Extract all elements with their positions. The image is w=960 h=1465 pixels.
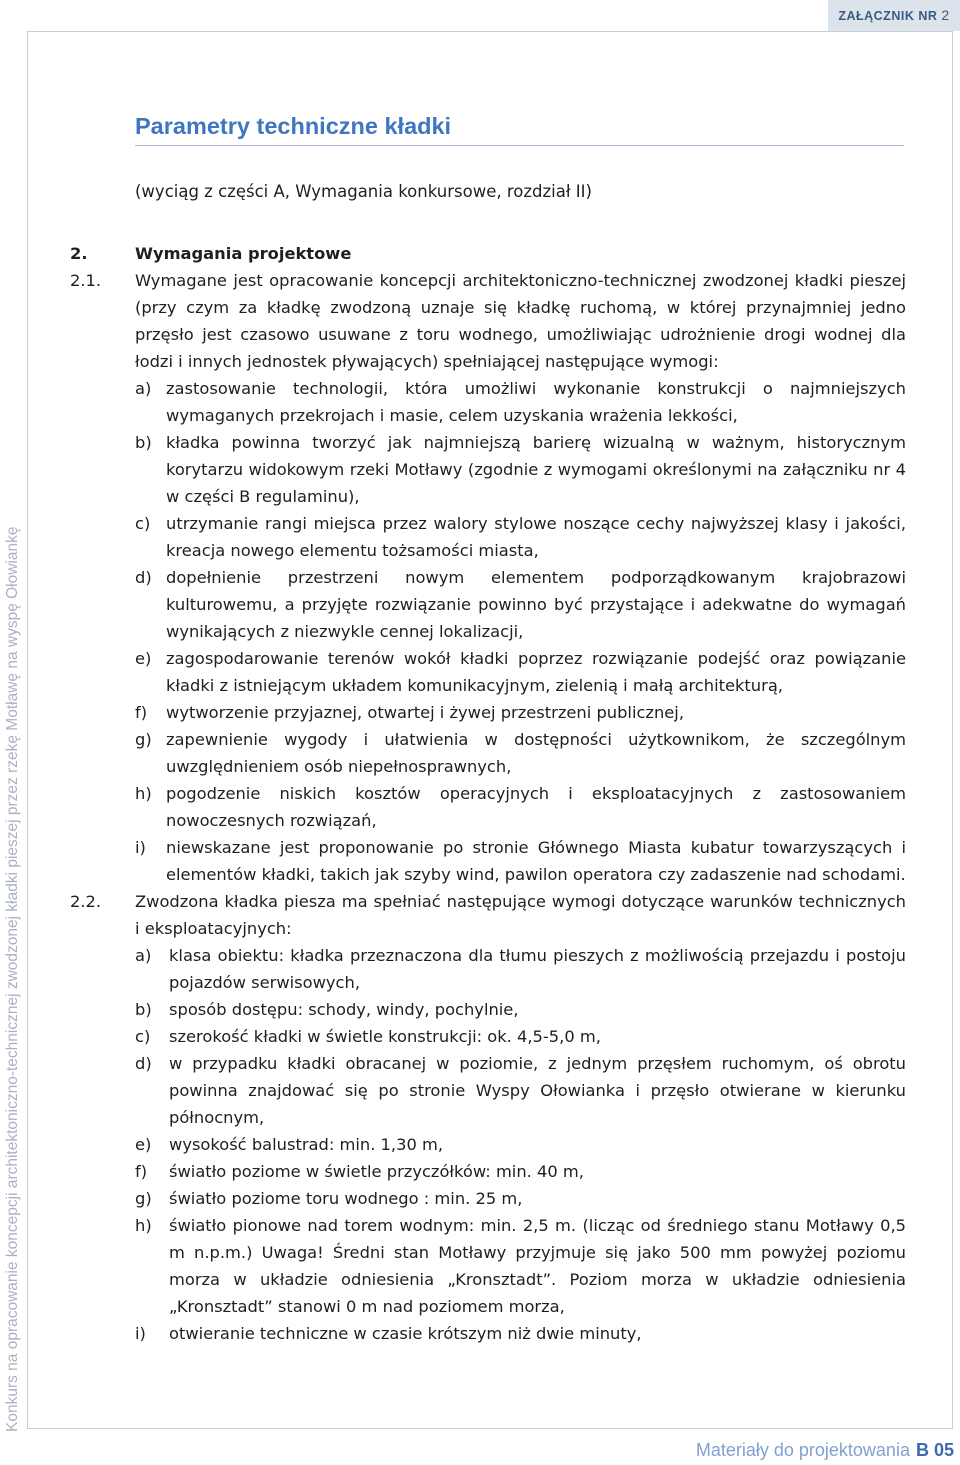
- list-item-text: w przypadku kładki obracanej w poziomie, z jednym przęsłem ruchomym, oś obrotu powinna znajdować się po stronie Wyspy Ołowianka i przęsło otwierane w kierunku północnym,: [169, 1054, 906, 1127]
- sidebar-competition-title: Konkurs na opracowanie koncepcji architektoniczno-technicznej zwodzonej kładki pieszej przez rzekę Motławę na wyspę Ołowiankę: [4, 526, 21, 1432]
- list-item-marker: h): [135, 784, 152, 803]
- list-item-text: światło poziome w świetle przyczółków: min. 40 m,: [169, 1162, 584, 1181]
- attachment-badge-label: ZAŁĄCZNIK NR: [838, 9, 938, 23]
- list-item-text: wytworzenie przyjaznej, otwartej i żywej przestrzeni publicznej,: [166, 703, 685, 722]
- list-item-text: klasa obiektu: kładka przeznaczona dla tłumu pieszych z możliwością przejazdu i postoju pojazdów serwisowych,: [169, 946, 906, 992]
- list-item: [135, 1158, 906, 1185]
- list-item-marker: i): [135, 838, 146, 857]
- list-item-text: wysokość balustrad: min. 1,30 m,: [169, 1135, 444, 1154]
- subsection-number: 2.1.: [70, 271, 102, 290]
- subsection-intro: Zwodzona kładka piesza ma spełniać następujące wymogi dotyczące warunków technicznych i eksploatacyjnych:: [135, 892, 906, 938]
- list-item-marker: f): [135, 703, 148, 722]
- document-content: [70, 240, 906, 1347]
- list-item-text: zapewnienie wygody i ułatwienia w dostępności użytkownikom, że szczególnym uwzględnieniem osób niepełnosprawnych,: [166, 730, 906, 776]
- list-item-marker: g): [135, 730, 152, 749]
- page-footer: [696, 1440, 954, 1461]
- list-item: [135, 1131, 906, 1158]
- list-item: [135, 996, 906, 1023]
- subsection-2-1: [70, 267, 906, 375]
- list-item-marker: e): [135, 649, 152, 668]
- list-item-text: zagospodarowanie terenów wokół kładki poprzez rozwiązanie podejść oraz powiązanie kładki z istniejącym układem komunikacyjnym, zielenią i małą architekturą,: [166, 649, 906, 695]
- list-item: [135, 834, 906, 888]
- list-item-text: zastosowanie technologii, która umożliwi wykonanie konstrukcji o najmniejszych wymaganych przekrojach i masie, celem uzyskania wrażenia lekkości,: [166, 379, 906, 425]
- list-item-text: pogodzenie niskich kosztów operacyjnych i eksploatacyjnych z zastosowaniem nowoczesnych rozwiązań,: [166, 784, 906, 830]
- list-item-marker: g): [135, 1189, 152, 1208]
- attachment-badge: [828, 0, 960, 31]
- list-item-marker: d): [135, 1054, 152, 1073]
- list-item-marker: a): [135, 946, 152, 965]
- list-item: [135, 726, 906, 780]
- list-item-text: szerokość kładki w świetle konstrukcji: ok. 4,5-5,0 m,: [169, 1027, 601, 1046]
- list-item-text: kładka powinna tworzyć jak najmniejszą barierę wizualną w ważnym, historycznym korytarzu widokowym rzeki Motławy (zgodnie z wymogami określonymi na załączniku nr 4 w części B regulaminu),: [166, 433, 906, 506]
- list-item: [135, 1320, 906, 1347]
- page-title: Parametry techniczne kładki: [135, 113, 904, 146]
- list-item-text: niewskazane jest proponowanie po stronie Głównego Miasta kubatur towarzyszących i elementów kładki, takich jak szyby wind, pawilon operatora czy zadaszenie nad schodami.: [166, 838, 906, 884]
- list-item-marker: b): [135, 1000, 152, 1019]
- list-item-marker: d): [135, 568, 152, 587]
- list-item-marker: c): [135, 514, 151, 533]
- section-title: Wymagania projektowe: [135, 244, 352, 263]
- list-item-marker: c): [135, 1027, 151, 1046]
- subsection-number: 2.2.: [70, 892, 102, 911]
- section-2-heading: [70, 240, 906, 267]
- list-item-marker: a): [135, 379, 152, 398]
- list-item-text: sposób dostępu: schody, windy, pochylnie,: [169, 1000, 519, 1019]
- excerpt-note: (wyciąg z części A, Wymagania konkursowe, rozdział II): [135, 182, 592, 201]
- list-item: [135, 1212, 906, 1320]
- list-item-text: utrzymanie rangi miejsca przez walory stylowe noszące cechy najwyższej klasy i jakości, kreacja nowego elementu tożsamości miasta,: [166, 514, 906, 560]
- list-item: [135, 942, 906, 996]
- list-item-text: światło poziome toru wodnego : min. 25 m,: [169, 1189, 523, 1208]
- list-item-text: dopełnienie przestrzeni nowym elementem podporządkowanym krajobrazowi kulturowemu, a przyjęte rozwiązanie powinno być przystające i adekwatne do wymagań wynikających z niezwykle cennej lokalizacji,: [166, 568, 906, 641]
- footer-label: Materiały do projektowania: [695, 1440, 910, 1460]
- list-item-marker: f): [135, 1162, 148, 1181]
- list-item-marker: e): [135, 1135, 152, 1154]
- subsection-intro: Wymagane jest opracowanie koncepcji architektoniczno-technicznej zwodzonej kładki pieszej (przy czym za kładkę zwodzoną uznaje się kładkę ruchomą, w której przynajmniej jedno przęsło jest czasowo usuwane z toru wodnego, umożliwiając udrożnienie drogi wodnej dla łodzi i innych jednostek pływających) spełniającej następujące wymogi:: [135, 271, 906, 371]
- list-item: [135, 1185, 906, 1212]
- list-item: [135, 780, 906, 834]
- list-item: [135, 510, 906, 564]
- list-item-marker: b): [135, 433, 152, 452]
- list-item: [135, 699, 906, 726]
- list-item: [135, 564, 906, 645]
- list-item: [135, 375, 906, 429]
- page-number: B 05: [915, 1440, 954, 1460]
- list-item: [135, 429, 906, 510]
- requirements-list: [70, 375, 906, 888]
- list-item-marker: i): [135, 1324, 146, 1343]
- list-item-marker: h): [135, 1216, 152, 1235]
- list-item: [135, 645, 906, 699]
- list-item-text: światło pionowe nad torem wodnym: min. 2,5 m. (licząc od średniego stanu Motławy 0,5 m n.p.m.) Uwaga! Średni stan Motławy przyjmuje się jako 500 mm powyżej poziomu morza w układzie odniesienia „Kronsztadt”. Poziom morza w układzie odniesienia „Kronsztadt” stanowi 0 m nad poziomem morza,: [169, 1216, 906, 1316]
- attachment-badge-number: 2: [941, 7, 950, 23]
- technical-conditions-list: [70, 942, 906, 1347]
- subsection-2-2: [70, 888, 906, 942]
- section-number: 2.: [70, 244, 88, 263]
- list-item-text: otwieranie techniczne w czasie krótszym niż dwie minuty,: [169, 1324, 642, 1343]
- list-item: [135, 1050, 906, 1131]
- list-item: [135, 1023, 906, 1050]
